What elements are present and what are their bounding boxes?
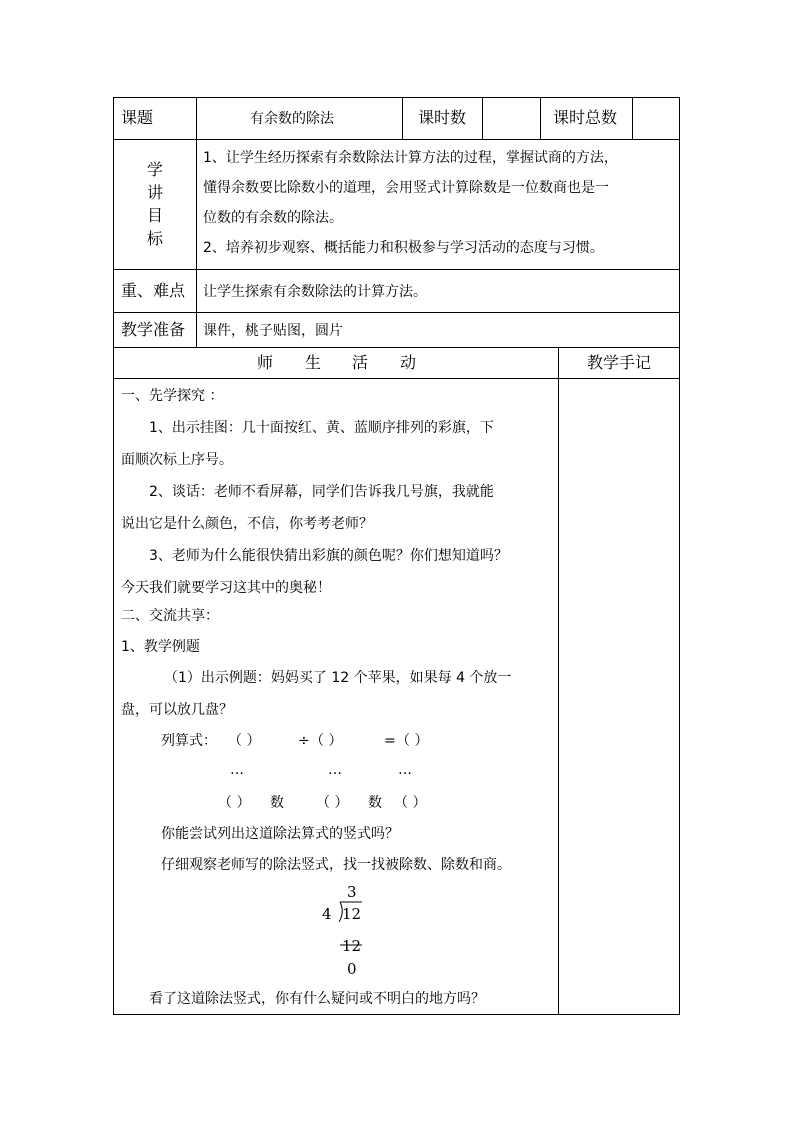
goals-text <box>203 143 673 263</box>
divisor: 4 <box>322 905 332 923</box>
name-blank: （ ） <box>218 795 251 811</box>
formula-label: 列算式： <box>161 733 217 749</box>
question-line: 你能尝试列出这道除法算式的竖式吗？ <box>161 826 399 842</box>
row-divider <box>113 139 680 140</box>
notes-col-divider <box>558 347 559 1015</box>
activity-header-char: 动 <box>400 353 417 372</box>
col-divider <box>632 97 633 140</box>
table-border-top <box>113 97 680 98</box>
prep-label: 教学准备 <box>121 320 186 339</box>
formula-blank: （ ） <box>310 733 343 749</box>
col-divider <box>540 97 541 140</box>
paragraph-line: （1）出示例题：妈妈买了 12 个苹果，如果每 4 个放一 <box>164 670 512 686</box>
ellipsis: … <box>230 762 244 778</box>
paragraph-line: 面顺次标上序号。 <box>121 452 233 468</box>
ellipsis: … <box>398 762 412 778</box>
subsection-title: 1、教学例题 <box>121 639 200 655</box>
remainder: 0 <box>347 960 357 978</box>
prep-value: 课件，桃子贴图，圆片 <box>203 323 343 339</box>
row-divider <box>113 269 680 270</box>
topic-label: 课题 <box>121 108 154 127</box>
section-title: 二、交流共享： <box>121 608 219 624</box>
paragraph-line: 今天我们就要学习这其中的奥秘！ <box>121 580 331 596</box>
formula-blank: （ ） <box>396 733 429 749</box>
name-word: 数 <box>368 795 382 811</box>
col-divider <box>196 97 197 348</box>
row-divider <box>113 312 680 313</box>
paragraph-line: 说出它是什么颜色，不信，你考考老师？ <box>121 516 373 532</box>
total-hours-label: 课时总数 <box>553 108 618 127</box>
row-divider <box>113 347 680 348</box>
equals-sign: = <box>384 733 396 749</box>
activity-header-char: 生 <box>305 353 322 372</box>
table-border-bottom <box>113 1014 680 1015</box>
hours-label: 课时数 <box>418 108 467 127</box>
goal-line: 2、培养初步观察、概括能力和积极参与学习活动的态度与习惯。 <box>203 240 604 256</box>
ellipsis: … <box>328 762 342 778</box>
paragraph-line: 2、谈话：老师不看屏幕，同学们告诉我几号旗，我就能 <box>149 484 494 500</box>
table-border-left <box>113 97 114 1015</box>
division-sign: ÷ <box>298 733 310 749</box>
formula-blank: （ ） <box>228 733 261 749</box>
goal-line: 位数的有余数的除法。 <box>203 210 343 226</box>
topic-value: 有余数的除法 <box>250 111 334 127</box>
question-line: 仔细观察老师写的除法竖式，找一找被除数、除数和商。 <box>161 857 511 873</box>
key-points-label: 重、难点 <box>121 281 186 300</box>
paragraph-line: 1、出示挂图：几十面按红、黄、蓝顺序排列的彩旗，下 <box>149 420 494 436</box>
name-blank: （ ） <box>394 795 427 811</box>
long-division <box>318 883 388 978</box>
row-divider <box>113 378 680 379</box>
goals-label-char: 目 <box>146 206 163 225</box>
goal-line: 懂得余数要比除数小的道理，会用竖式计算除数是一位数商也是一 <box>203 180 609 196</box>
goals-label-char: 讲 <box>146 183 163 202</box>
name-blank: （ ） <box>316 795 349 811</box>
question-line: 看了这道除法竖式，你有什么疑问或不明白的地方吗？ <box>149 991 485 1007</box>
notes-header: 教学手记 <box>587 353 652 372</box>
goal-line: 1、让学生经历探索有余数除法计算方法的过程，掌握试商的方法， <box>203 150 618 166</box>
paragraph-line: 3、老师为什么能很快猜出彩旗的颜色呢？你们想知道吗？ <box>149 548 508 564</box>
activity-header-char: 师 <box>257 353 274 372</box>
col-divider <box>402 97 403 140</box>
section-title: 一、先学探究 ： <box>121 388 224 404</box>
paragraph-line: 盘，可以放几盘？ <box>121 702 233 718</box>
table-border-right <box>679 97 680 1015</box>
goals-label-char: 学 <box>146 160 163 179</box>
key-points-value: 让学生探索有余数除法的计算方法。 <box>203 284 427 300</box>
col-divider <box>482 97 483 140</box>
quotient: 3 <box>347 883 357 901</box>
goals-label-char: 标 <box>146 229 163 248</box>
product: 12 <box>342 937 362 955</box>
activity-header-char: 活 <box>352 353 369 372</box>
name-word: 数 <box>270 795 284 811</box>
dividend: 12 <box>342 905 362 923</box>
